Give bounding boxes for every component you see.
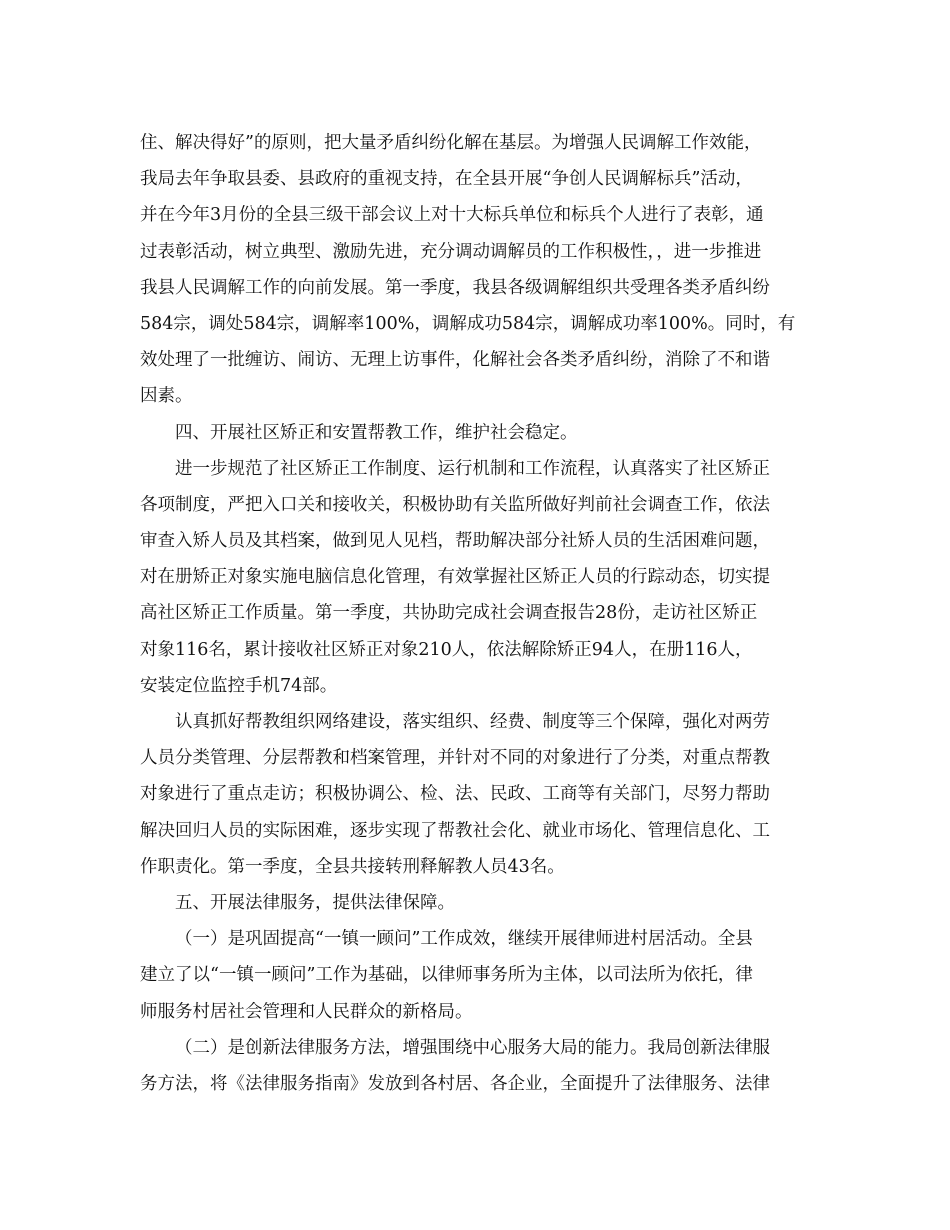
text-line: 安装定位监控手机74部。 xyxy=(140,675,338,696)
text-line: 效处理了一批缠访、闹访、无理上访事件，化解社会各类矛盾纠纷，消除了不和谐 xyxy=(140,350,770,371)
text-line: 过表彰活动，树立典型、激励先进，充分调动调解员的工作积极性，，进一步推进 xyxy=(140,241,762,262)
text-line: 住、解决得好”的原则，把大量矛盾纠纷化解在基层。为增强人民调解工作效能， xyxy=(140,133,762,153)
document-body xyxy=(140,125,810,1102)
text-line: 五、开展法律服务，提供法律保障。 xyxy=(175,892,455,913)
text-line: 进一步规范了社区矫正工作制度、运行机制和工作流程，认真落实了社区矫正 xyxy=(175,458,770,479)
text-line: 对象116名，累计接收社区矫正对象210人，依法解除矫正94人，在册116人， xyxy=(140,639,753,660)
text-line: 因素。 xyxy=(140,386,193,407)
text-line: 并在今年3月份的全县三级干部会议上对十大标兵单位和标兵个人进行了表彰，通 xyxy=(140,205,764,226)
text-line: 我局去年争取县委、县政府的重视支持，在全县开展“争创人民调解标兵”活动， xyxy=(140,169,753,190)
text-line: 师服务村居社会管理和人民群众的新格局。 xyxy=(140,1001,473,1022)
text-line: 高社区矫正工作质量。第一季度，共协助完成社会调查报告28份，走访社区矫正 xyxy=(140,603,758,624)
text-line: 人员分类管理、分层帮教和档案管理，并针对不同的对象进行了分类，对重点帮教 xyxy=(140,748,770,769)
text-line: （二）是创新法律服务方法，增强围绕中心服务大局的能力。我局创新法律服 xyxy=(175,1037,770,1058)
text-line: 务方法，将《法律服务指南》发放到各村居、各企业，全面提升了法律服务、法律 xyxy=(140,1073,770,1094)
text-line: 作职责化。第一季度，全县共接转刑释解教人员43名。 xyxy=(140,856,565,877)
text-line: 各项制度，严把入口关和接收关，积极协助有关监所做好判前社会调查工作，依法 xyxy=(140,494,770,515)
text-line: 审查入矫人员及其档案，做到见人见档，帮助解决部分社矫人员的生活困难问题， xyxy=(140,531,770,552)
text-line: 584宗，调处584宗，调解率100%，调解成功584宗，调解成功率100%。同时，有 xyxy=(140,313,796,334)
text-line: 建立了以“一镇一顾问”工作为基础，以律师事务所为主体，以司法所为依托，律 xyxy=(140,965,753,986)
text-line: 对在册矫正对象实施电脑信息化管理，有效掌握社区矫正人员的行踪动态，切实提 xyxy=(140,567,770,588)
text-line: 认真抓好帮教组织网络建设，落实组织、经费、制度等三个保障，强化对两劳 xyxy=(175,712,770,732)
text-line: （一）是巩固提高“一镇一顾问”工作成效，继续开展律师进村居活动。全县 xyxy=(175,929,753,950)
text-line: 四、开展社区矫正和安置帮教工作，维护社会稳定。 xyxy=(175,422,578,443)
text-line: 对象进行了重点走访；积极协调公、检、法、民政、工商等有关部门，尽努力帮助 xyxy=(140,784,770,805)
text-line: 解决回归人员的实际困难，逐步实现了帮教社会化、就业市场化、管理信息化、工 xyxy=(140,820,770,841)
text-line: 我县人民调解工作的向前发展。第一季度，我县各级调解组织共受理各类矛盾纠纷 xyxy=(140,277,770,298)
